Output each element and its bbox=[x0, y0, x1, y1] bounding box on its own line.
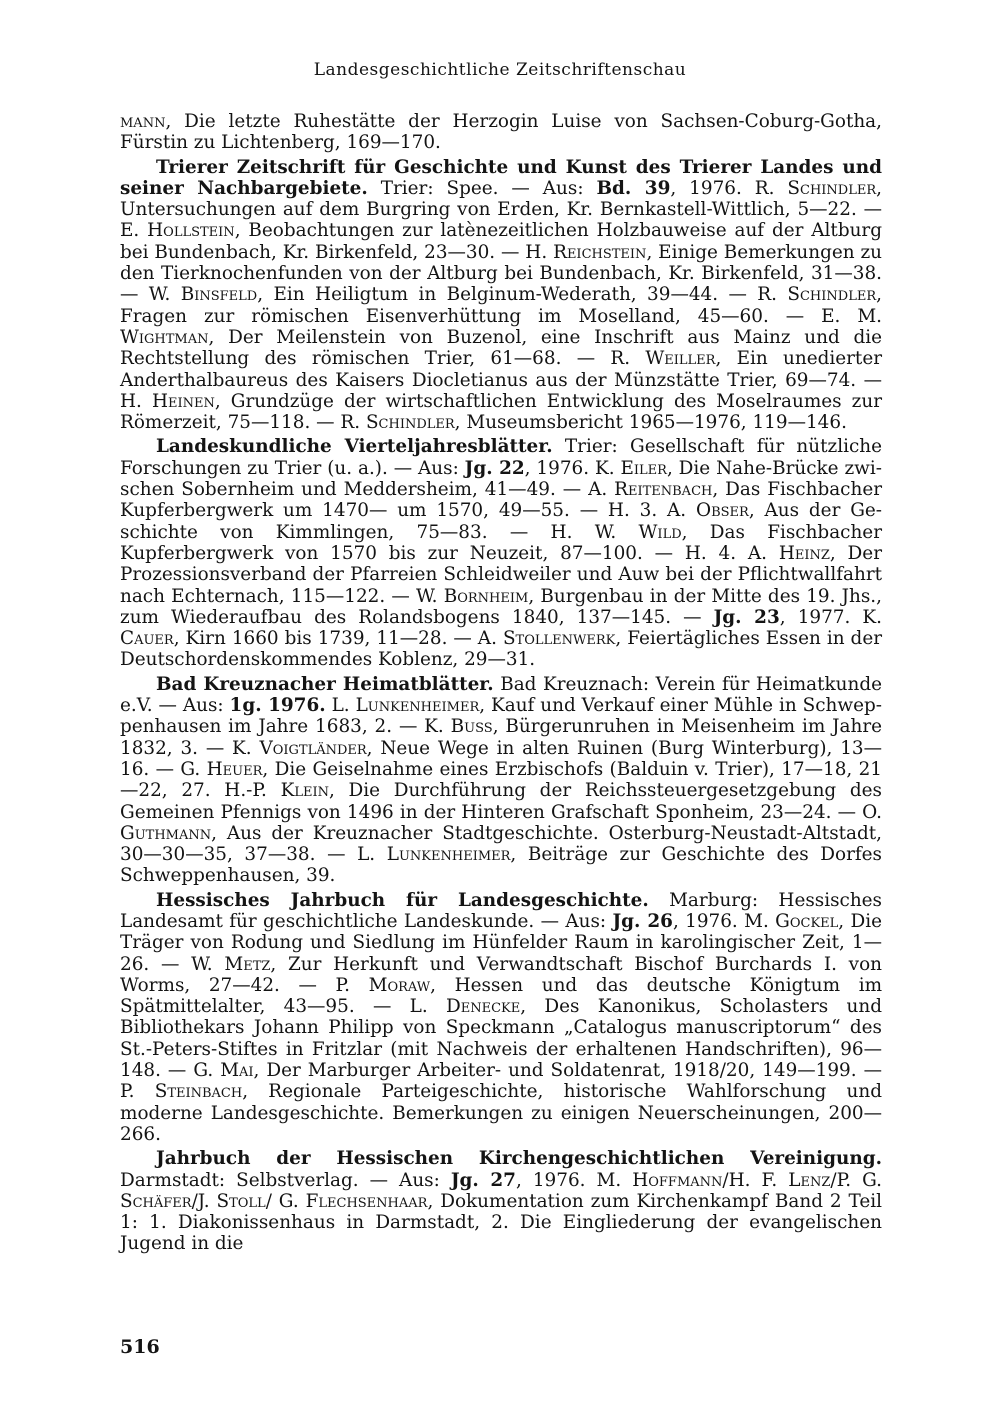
entry-text: , Hessen und das deutsche Königtum im Spätmittelalter, 43—95. — L. bbox=[120, 974, 883, 1018]
entry-text: Trier: Gesellschaft für nützliche Forschungen zu Trier (u. a.). — Aus: bbox=[120, 436, 882, 479]
author-name: Reichstein bbox=[553, 241, 647, 263]
entry-continuation bbox=[120, 111, 882, 154]
entry-text: , Der Meilenstein von Buzenol, eine Inschrift aus Mainz und die Rechtstellung des römischen Trier, 61—68. — R. bbox=[120, 326, 882, 370]
author-name: Reitenbach bbox=[614, 479, 713, 501]
entry-landeskundliche-vierteljahresblaetter bbox=[120, 436, 882, 670]
author-name: Klein bbox=[280, 780, 329, 802]
entry-text: , Der Prozessionsverband der Pfarreien Schleidweiler und Auw bei der Pflichtwallfahrt nach Echternach, 115—122. — W. bbox=[120, 542, 882, 607]
entry-trierer-zeitschrift bbox=[120, 157, 882, 434]
author-name: Steinbach bbox=[154, 1081, 243, 1103]
entry-text: Trier: Spee. — Aus: bbox=[367, 177, 597, 199]
entry-text: , Das Fischbacher Kupferbergwerk von 1570 bis zur Neuzeit, 87—100. — H. 4. A. bbox=[120, 521, 882, 564]
author-name: Lunkenheimer bbox=[355, 695, 480, 717]
author-name: Cauer bbox=[120, 628, 174, 650]
entry-bad-kreuznacher-heimatblaetter bbox=[120, 674, 882, 887]
author-name: Heinen bbox=[151, 390, 215, 412]
running-head: Landesgeschichtliche Zeitschriftenschau bbox=[313, 60, 687, 80]
body-text bbox=[120, 111, 882, 1255]
author-name: Wightman bbox=[120, 326, 209, 348]
entry-text: , 1977. K. bbox=[779, 606, 882, 628]
entry-text: , Des Kanonikus, Scholasters und Bibliothekars Johann Philipp von Speckmann „Catalogus manuscriptorum“ des St.-Peters-Stiftes in Fritzlar (mit Nachweis der erhaltenen Handschriften), 96—148. — G. bbox=[120, 996, 882, 1082]
entry-text: , 1976. M. bbox=[515, 1169, 633, 1191]
author-name: Stollenwerk bbox=[502, 628, 616, 650]
entry-text: /J. bbox=[191, 1190, 217, 1212]
bold-title: Jahrbuch der Hessischen Kirchengeschichtlichen Vereinigung. bbox=[156, 1148, 882, 1170]
author-name: Weiller bbox=[645, 348, 716, 370]
author-name: Eiler bbox=[620, 457, 667, 479]
entry-text: , Ein Heiligtum in Belginum-Wederath, 39—44. — R. bbox=[257, 284, 788, 306]
bold-title: Hessisches Jahrbuch für Landesgeschichte. bbox=[156, 889, 649, 911]
entry-text: , Fragen zur römischen Eisenverhüttung im Moselland, 45—60. — E. M. bbox=[120, 284, 882, 327]
author-name: Gockel bbox=[775, 910, 839, 932]
entry-text: , Die Nahe-Brücke zwischen Sobernheim und Meddersheim, 41—49. — A. bbox=[120, 457, 882, 501]
author-name: Hollstein bbox=[147, 220, 235, 242]
author-name: Lunkenheimer bbox=[386, 844, 511, 866]
entry-text: , Aus der Kreuznacher Stadtgeschichte. Osterburg-Neustadt-Altstadt, 30—30—35, 37—38. — L. bbox=[120, 822, 882, 866]
entry-text: , Bürgerunruhen in Meisenheim im Jahre 1832, 3. — K. bbox=[120, 716, 882, 759]
author-name: Denecke bbox=[445, 996, 521, 1018]
author-name: Wild bbox=[638, 521, 682, 543]
entry-hessisches-jahrbuch bbox=[120, 890, 882, 1146]
entry-text: , Beobachtungen zur latènezeitlichen Holzbauweise auf der Altburg bei Bundenbach, Kr. Birkenfeld, 23—30. — H. bbox=[120, 220, 882, 263]
author-name: mann bbox=[120, 111, 166, 132]
author-name: Flechsenhaar bbox=[305, 1190, 428, 1212]
entry-text: L. bbox=[325, 695, 356, 717]
entry-text: Bad Kreuznach: Verein für Heimatkunde e.V. — Aus: bbox=[120, 673, 882, 717]
bold-title: Bd. 39 bbox=[596, 177, 671, 199]
author-name: Buss bbox=[450, 716, 493, 738]
entry-text: , Die Durchführung der Reichssteuergesetzgebung des Gemeinen Pfennigs von 1496 in der Hinteren Grafschaft Sponheim, 23—24. — O. bbox=[120, 780, 882, 823]
author-name: Obser bbox=[696, 500, 749, 522]
entry-text: , Kauf und Verkauf einer Mühle in Schweppenhausen im Jahre 1683, 2. — K. bbox=[120, 695, 882, 738]
bold-title: Bad Kreuznacher Heimatblätter. bbox=[156, 673, 494, 695]
entry-text: , Neue Wege in alten Ruinen (Burg Winterburg), 13—16. — G. bbox=[120, 737, 882, 780]
author-name: Mai bbox=[220, 1060, 254, 1082]
entry-text: , 1976. R. bbox=[670, 177, 788, 199]
entry-text: , Untersuchungen auf dem Burgring von Erden, Kr. Bernkastell-Wittlich, 5—22. — E. bbox=[120, 177, 882, 242]
entry-text: , Die letzte Ruhestätte der Herzogin Luise von Sachsen-Coburg-Gotha, Fürstin zu Lichtenberg, 169—170. bbox=[120, 111, 882, 154]
entry-text: , Grundzüge der wirtschaftlichen Entwicklung des Moselraumes zur Römerzeit, 75—118. — R. bbox=[120, 390, 882, 434]
entry-text: / G. bbox=[265, 1190, 306, 1212]
entry-text: , Beiträge zur Geschichte des Dorfes Schweppenhausen, 39. bbox=[120, 844, 882, 887]
entry-text: , Zur Herkunft und Verwandtschaft Bischof Burchards I. von Worms, 27—42. — P. bbox=[120, 953, 882, 996]
bold-title: 1g. 1976. bbox=[229, 695, 326, 717]
bold-title: Jg. 22 bbox=[464, 457, 525, 479]
entry-text: , Die Träger von Rodung und Siedlung im Hünfelder Raum in karolingischer Zeit, 1—26. — W. bbox=[120, 910, 882, 975]
entry-text: , Regionale Parteigeschichte, historische Wahlforschung und moderne Landesgeschichte. Bemerkungen zu einigen Neuerscheinungen, 200—266. bbox=[120, 1081, 882, 1145]
author-name: Stoll bbox=[216, 1190, 266, 1212]
author-name: Heinz bbox=[778, 542, 830, 564]
page-number: 516 bbox=[120, 1336, 160, 1358]
author-name: Metz bbox=[224, 953, 271, 975]
bold-title: Jg. 27 bbox=[450, 1169, 516, 1191]
entry-text: , Das Fischbacher Kupferbergwerk um 1470— um 1570, 49—55. — H. 3. A. bbox=[120, 479, 882, 522]
entry-jahrbuch-kirchengeschichte bbox=[120, 1148, 882, 1254]
bold-title: Trierer Zeitschrift für Geschichte und Kunst des Trierer Landes und seiner Nachbargebiete. bbox=[120, 156, 882, 199]
author-name: Voigtländer bbox=[259, 737, 367, 759]
entry-text: , Kirn 1660 bis 1739, 11—28. — A. bbox=[173, 628, 503, 650]
entry-text: , Burgenbau in der Mitte des 19. Jhs., zum Wiederaufbau des Rolandsbogens 1840, 137—145. — bbox=[120, 585, 882, 628]
author-name: Hoffmann bbox=[632, 1169, 723, 1191]
entry-text: , 1976. K. bbox=[524, 457, 621, 479]
entry-text: /P. G. bbox=[830, 1169, 882, 1191]
entry-text: , Der Marburger Arbeiter- und Soldatenrat, 1918/20, 149—199. — P. bbox=[120, 1060, 882, 1103]
author-name: Bornheim bbox=[443, 585, 529, 607]
author-name: Schäfer bbox=[120, 1190, 192, 1212]
author-name: Moraw bbox=[368, 974, 431, 996]
author-name: Heuer bbox=[206, 758, 263, 780]
entry-text: , Ein unedierter Anderthalbaureus des Kaisers Diocletianus aus der Münzstätte Trier, 69—74. — H. bbox=[120, 348, 882, 412]
entry-text: Darmstadt: Selbstverlag. — Aus: bbox=[120, 1169, 451, 1191]
bold-title: Jg. 23 bbox=[713, 606, 780, 628]
entry-text: /H. F. bbox=[722, 1169, 789, 1191]
bold-title: Jg. 26 bbox=[612, 910, 673, 932]
author-name: Schindler bbox=[787, 284, 877, 306]
entry-text: , Museumsbericht 1965—1976, 119—146. bbox=[454, 412, 847, 434]
author-name: Lenz bbox=[788, 1169, 831, 1191]
author-name: Guthmann bbox=[120, 822, 212, 844]
author-name: Schindler bbox=[787, 177, 877, 199]
entry-text: Marburg: Hessisches Landesamt für geschichtliche Landeskunde. — Aus: bbox=[120, 889, 882, 932]
entry-text: , Die Geiselnahme eines Erzbischofs (Balduin v. Trier), 17—18, 21—22, 27. H.-P. bbox=[120, 758, 883, 802]
author-name: Schindler bbox=[365, 412, 455, 434]
bold-title: Landeskundliche Vierteljahresblätter. bbox=[156, 436, 553, 458]
entry-text: , 1976. M. bbox=[672, 910, 776, 932]
author-name: Binsfeld bbox=[180, 284, 258, 306]
entry-text: , Feiertägliches Essen in der Deutschordenskommendes Koblenz, 29—31. bbox=[120, 628, 882, 671]
entry-text: , Einige Bemerkungen zu den Tierknochenfunden von der Altburg bei Bundenbach, Kr. Birkenfeld, 31—38. — W. bbox=[120, 241, 883, 306]
entry-text: , Aus der Geschichte von Kimmlingen, 75—83. — H. W. bbox=[120, 500, 882, 543]
entry-text: , Dokumentation zum Kirchenkampf Band 2 Teil 1: 1. Diakonissenhaus in Darmstadt, 2. Die Eingliederung der evangelischen Jugend in die bbox=[120, 1190, 882, 1255]
